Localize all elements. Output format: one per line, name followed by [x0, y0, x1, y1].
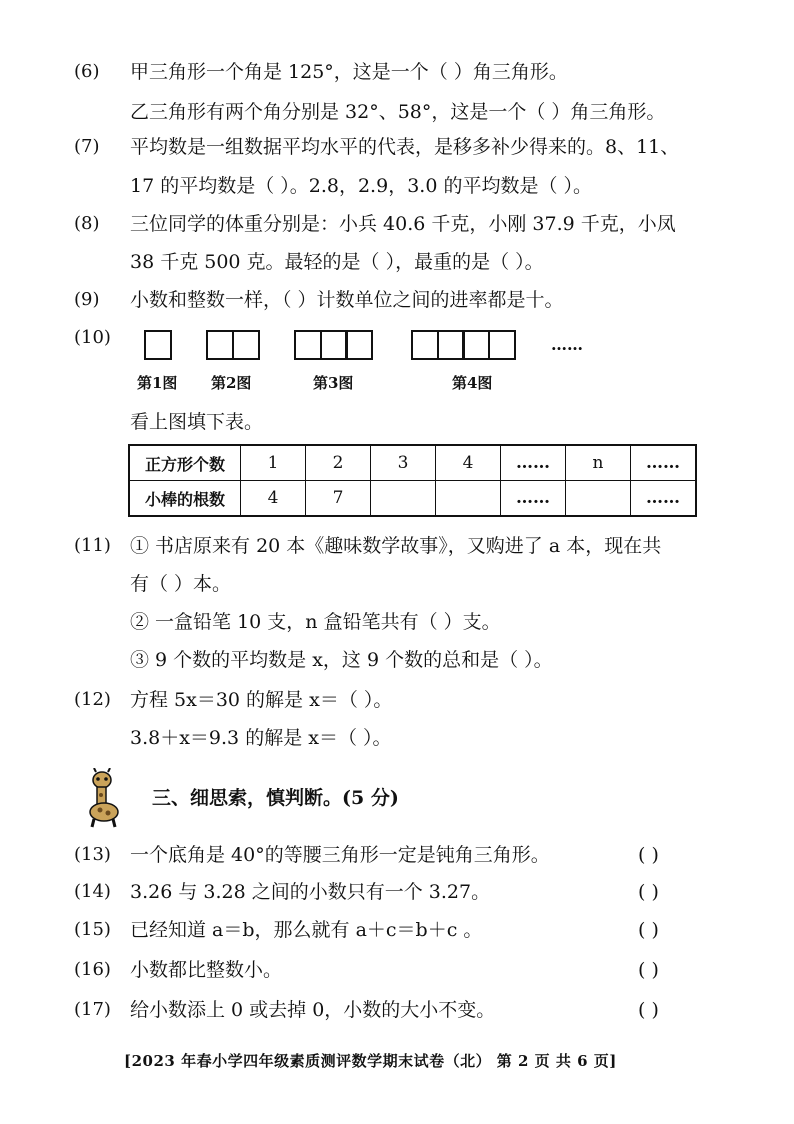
table-header-cell: 正方形个数	[129, 445, 241, 481]
q12-line2: 3.8＋x＝9.3 的解是 x＝（ ）。	[130, 727, 392, 749]
q13-text: 一个底角是 40°的等腰三角形一定是钝角三角形。	[130, 844, 550, 866]
q10-instruction: 看上图填下表。	[130, 411, 264, 433]
q11-line3: ② 一盒铅笔 10 支，n 盒铅笔共有（ ）支。	[130, 611, 501, 633]
table-cell: n	[566, 445, 631, 481]
square-figure-3	[294, 330, 373, 364]
figure-label-4: 第4图	[452, 374, 493, 392]
q14-answer-bracket[interactable]: ( )	[638, 881, 659, 903]
q16-number: (16)	[74, 959, 111, 980]
q11-number: (11)	[74, 535, 111, 556]
q17-number: (17)	[74, 999, 111, 1020]
q12-line1: 方程 5x＝30 的解是 x＝（ ）。	[130, 689, 393, 711]
q8-number: (8)	[74, 213, 100, 234]
table-cell: ……	[501, 481, 566, 517]
figure-label-3: 第3图	[313, 374, 354, 392]
square-figure-4	[411, 330, 516, 364]
q8-line2: 38 千克 500 克。最轻的是（ ），最重的是（ ）。	[130, 251, 544, 273]
figure-label-2: 第2图	[211, 374, 252, 392]
q7-number: (7)	[74, 136, 100, 157]
table-cell[interactable]	[566, 481, 631, 517]
q15-answer-bracket[interactable]: ( )	[638, 919, 659, 941]
table-cell: 7	[306, 481, 371, 517]
q17-answer-bracket[interactable]: ( )	[638, 999, 659, 1021]
q15-number: (15)	[74, 919, 111, 940]
table-row	[129, 445, 696, 481]
table-cell: 2	[306, 445, 371, 481]
table-cell: 4	[436, 445, 501, 481]
table-row	[129, 481, 696, 517]
q14-text: 3.26 与 3.28 之间的小数只有一个 3.27。	[130, 881, 491, 903]
figure-label-1: 第1图	[137, 374, 178, 392]
q11-line1: ① 书店原来有 20 本《趣味数学故事》，又购进了 a 本，现在共	[130, 535, 662, 557]
q6-number: (6)	[74, 61, 100, 82]
q6-line1: 甲三角形一个角是 125°，这是一个（ ）角三角形。	[130, 61, 568, 83]
q8-line1: 三位同学的体重分别是：小兵 40.6 千克，小刚 37.9 千克，小凤	[130, 213, 676, 235]
square-figure-1	[144, 330, 172, 364]
q11-line4: ③ 9 个数的平均数是 x，这 9 个数的总和是（ ）。	[130, 649, 553, 671]
table-header-cell: 小棒的根数	[129, 481, 241, 517]
table-cell: 3	[371, 445, 436, 481]
table-cell: 1	[241, 445, 306, 481]
sticks-table	[128, 444, 697, 517]
q14-number: (14)	[74, 881, 111, 902]
q9-number: (9)	[74, 289, 100, 310]
q13-number: (13)	[74, 844, 111, 865]
table-cell: 4	[241, 481, 306, 517]
section-3-title: 三、细思索，慎判断。(5 分)	[152, 787, 399, 809]
figure-ellipsis: ……	[551, 335, 583, 354]
square-figure-2	[206, 330, 260, 364]
table-cell[interactable]	[436, 481, 501, 517]
q7-line2: 17 的平均数是（ ）。2.8，2.9，3.0 的平均数是（ ）。	[130, 175, 592, 197]
q16-answer-bracket[interactable]: ( )	[638, 959, 659, 981]
q16-text: 小数都比整数小。	[130, 959, 283, 981]
page-footer: [2023 年春小学四年级素质测评数学期末试卷（北） 第 2 页 共 6 页]	[124, 1052, 617, 1070]
giraffe-icon	[80, 768, 124, 828]
q10-number: (10)	[74, 327, 111, 348]
q15-text: 已经知道 a＝b，那么就有 a＋c＝b＋c 。	[130, 919, 483, 941]
q6-line2: 乙三角形有两个角分别是 32°、58°，这是一个（ ）角三角形。	[130, 101, 666, 123]
table-cell[interactable]	[371, 481, 436, 517]
q17-text: 给小数添上 0 或去掉 0，小数的大小不变。	[130, 999, 496, 1021]
q7-line1: 平均数是一组数据平均水平的代表，是移多补少得来的。8、11、	[130, 136, 680, 158]
table-cell: ……	[631, 445, 697, 481]
q11-line2: 有（ ）本。	[130, 573, 232, 595]
q9-line1: 小数和整数一样，（ ）计数单位之间的进率都是十。	[130, 289, 564, 311]
table-cell: ……	[501, 445, 566, 481]
table-cell: ……	[631, 481, 697, 517]
q12-number: (12)	[74, 689, 111, 710]
q13-answer-bracket[interactable]: ( )	[638, 844, 659, 866]
